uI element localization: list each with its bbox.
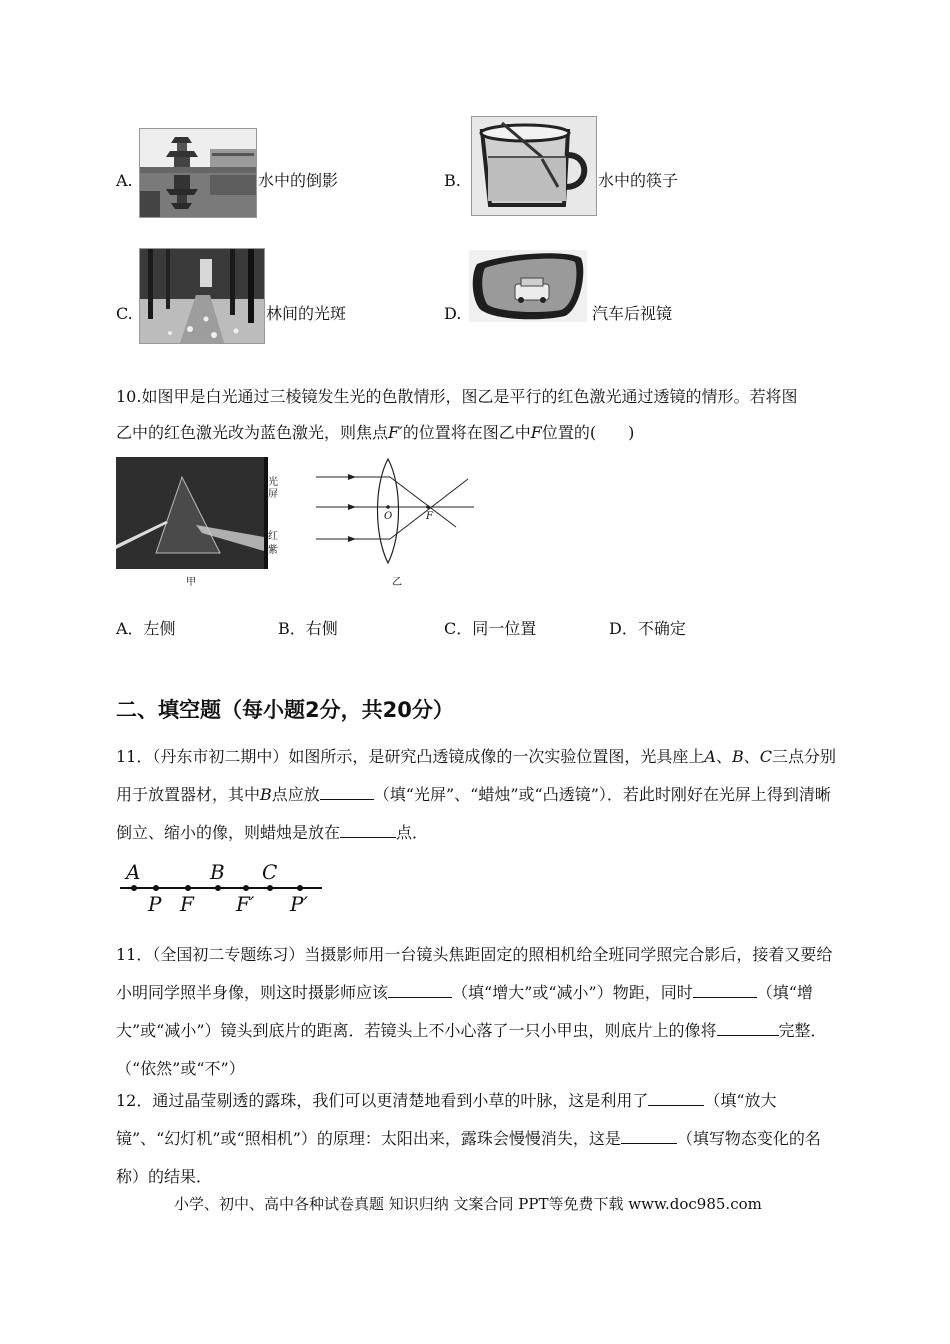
q11a-b2: B bbox=[260, 785, 272, 804]
q10-option-c: C．同一位置 bbox=[444, 619, 537, 638]
q11a-blank-1[interactable] bbox=[320, 781, 374, 800]
q12-p2: （填“放大镜”、“幻灯机”或“照相机”）的原理：太阳出来，露珠会慢慢消失，这是 bbox=[116, 1091, 777, 1148]
q11b-p2: （填“增大”或“减小”）物距，同时 bbox=[452, 983, 693, 1002]
option-a-letter: A. bbox=[116, 171, 133, 190]
q11a-sep1: 、 bbox=[715, 747, 732, 766]
q10-line2 bbox=[116, 422, 634, 444]
q11a-sep2: 、 bbox=[743, 747, 760, 766]
pagoda-reflection-image bbox=[139, 128, 257, 218]
section-2-title: 二、填空题（每小题2分，共20分） bbox=[116, 698, 454, 722]
q12-blank-2[interactable] bbox=[621, 1125, 677, 1144]
option-c-letter: C. bbox=[116, 304, 133, 323]
option-a-label: 水中的倒影 bbox=[258, 171, 339, 190]
option-d-label: 汽车后视镜 bbox=[592, 304, 673, 323]
bench-b-label: B bbox=[210, 860, 225, 884]
q11b-p4: 完整．（“依然”或“不”） bbox=[116, 1021, 827, 1078]
q12-blank-1[interactable] bbox=[648, 1087, 704, 1106]
q10-line2-c: 位置的( ) bbox=[541, 423, 635, 442]
figure-yi-caption: 乙 bbox=[392, 577, 402, 588]
bench-c-label: C bbox=[262, 860, 278, 884]
q12-p3: （填写物态变化的名称）的结果． bbox=[116, 1129, 821, 1186]
option-d-letter: D. bbox=[444, 304, 462, 323]
figure-jia-caption: 甲 bbox=[186, 577, 196, 588]
prism-figure-jia bbox=[116, 455, 278, 588]
q10-option-a: A．左侧 bbox=[116, 619, 176, 638]
q11a-b: B bbox=[731, 747, 744, 766]
option-b-label: 水中的筷子 bbox=[598, 171, 679, 190]
q10-line2-b: 的位置将在图乙中 bbox=[402, 423, 531, 442]
prism-screen-label: 光屏 bbox=[268, 477, 278, 500]
q11a-a: A bbox=[704, 747, 716, 766]
chopsticks-in-water-image bbox=[471, 116, 597, 216]
q10-option-d: D．不确定 bbox=[609, 619, 686, 638]
q11a-blank-2[interactable] bbox=[340, 819, 396, 838]
q10-line1: 10.如图甲是白光通过三棱镜发生光的色散情形，图乙是平行的红色激光通过透镜的情形。若将图 bbox=[116, 387, 798, 406]
q11a-p5: 点． bbox=[396, 823, 429, 842]
page-footer: 小学、初中、高中各种试卷真题 知识归纳 文案合同 PPT等免费下载 www.doc985.com bbox=[174, 1195, 762, 1213]
optical-bench-figure bbox=[116, 856, 328, 918]
bench-p-label: P bbox=[148, 892, 162, 916]
forest-light-spots-image bbox=[139, 248, 265, 344]
q11a-c: C bbox=[759, 747, 772, 766]
q10-focus-symbol: F′ bbox=[388, 423, 403, 442]
q11b-blank-2[interactable] bbox=[693, 979, 757, 998]
q11a-text bbox=[116, 738, 836, 852]
q12-p1: 12．通过晶莹剔透的露珠，我们可以更清楚地看到小草的叶脉，这是利用了 bbox=[116, 1091, 649, 1110]
q10-line2-a: 乙中的红色激光改为蓝色激光，则焦点 bbox=[116, 423, 389, 442]
option-c-label: 林间的光斑 bbox=[266, 304, 347, 323]
car-mirror-image bbox=[469, 250, 587, 322]
q12-text bbox=[116, 1082, 836, 1196]
q11b-blank-1[interactable] bbox=[388, 979, 452, 998]
lens-figure-yi bbox=[312, 455, 482, 590]
bench-f-label: F bbox=[180, 892, 194, 916]
q11a-p2: 三点分别用于放置器材，其中 bbox=[116, 747, 836, 804]
q11b-p1: 11．（全国初二专题练习）当摄影师用一台镜头焦距固定的照相机给全班同学照完合影后，接着又要给小明同学照半身像，则这时摄影师应该 bbox=[116, 945, 833, 1002]
option-b-letter: B. bbox=[444, 171, 461, 190]
lens-focus-f-label: F bbox=[426, 511, 433, 522]
bench-a-label: A bbox=[126, 860, 141, 884]
q11b-blank-3[interactable] bbox=[717, 1017, 779, 1036]
prism-purple-label: 紫 bbox=[268, 545, 278, 556]
bench-f-prime-label: F′ bbox=[236, 892, 255, 916]
lens-center-o-label: O bbox=[384, 511, 393, 522]
q11a-p3: 点应放 bbox=[271, 785, 320, 804]
q11a-p4: （填“光屏”、“蜡烛”或“凸透镜”）．若此时刚好在光屏上得到清晰倒立、缩小的像，则蜡烛是放在 bbox=[116, 785, 831, 842]
bench-p-prime-label: P′ bbox=[290, 892, 308, 916]
q10-option-b: B．右侧 bbox=[278, 619, 338, 638]
q11b-p3: （填“增大”或“减小”）镜头到底片的距离．若镜头上不小心落了一只小甲虫，则底片上的像将 bbox=[116, 983, 813, 1040]
prism-red-label: 红 bbox=[268, 531, 278, 542]
q11a-p1: 11．（丹东市初二期中）如图所示，是研究凸透镜成像的一次实验位置图，光具座上 bbox=[116, 747, 705, 766]
q11b-text bbox=[116, 936, 836, 1088]
q10-f-symbol: F bbox=[530, 423, 542, 442]
